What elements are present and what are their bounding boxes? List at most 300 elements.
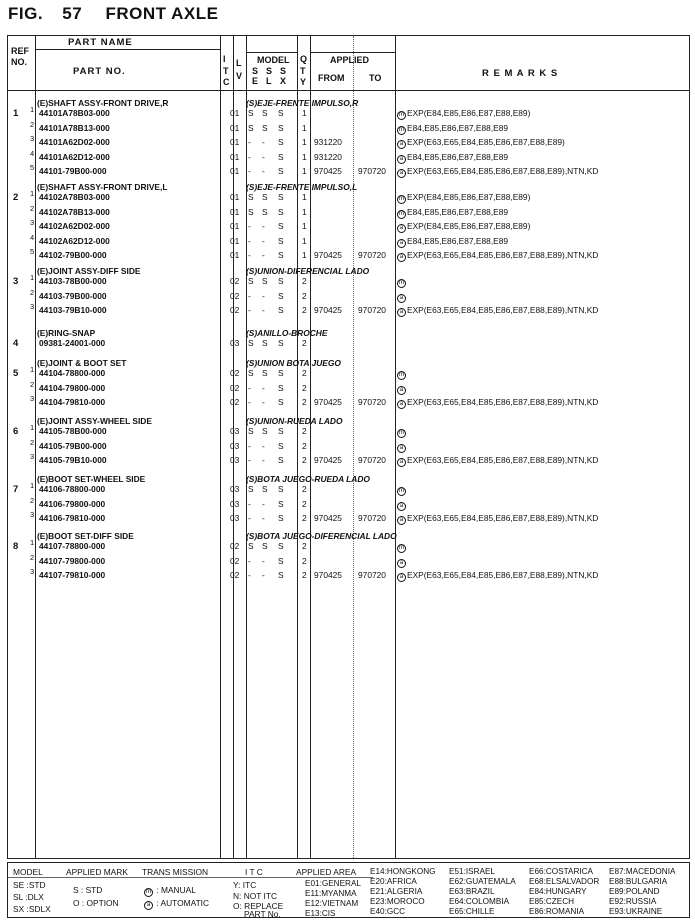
legend-itc-header: I T C (245, 867, 263, 877)
manual-mark-icon: m (146, 889, 151, 895)
part-name-es: (S)BOTA JUEGO-RUEDA LADO (246, 474, 370, 484)
model-sx-value: S (278, 455, 284, 465)
part-number: 44102A62D02-000 (39, 221, 110, 231)
itc-value: 01 (230, 122, 240, 133)
part-number: 44103-79B00-000 (39, 290, 107, 301)
remarks (397, 192, 530, 204)
header-bottom-line (8, 90, 689, 91)
part-number: 44102A62D12-000 (39, 235, 110, 246)
model-sl-value: - (262, 137, 265, 147)
lv-header-v: V (236, 71, 243, 81)
sub-number: 3 (30, 394, 35, 403)
table-row (8, 232, 691, 250)
sub-number: 3 (30, 218, 35, 227)
model-sl-value: S (262, 368, 268, 378)
model-sl-value: S (262, 108, 268, 118)
part-no-header: PART NO. (73, 66, 126, 77)
sub-number: 1 (30, 189, 35, 198)
table-row (8, 163, 691, 180)
remarks (397, 484, 407, 496)
trans-mark-icon: a (397, 140, 406, 149)
model-se-value: S (248, 108, 254, 118)
part-number: 44105-79B10-000 (39, 455, 107, 465)
area-code: E93:UKRAINE (609, 907, 663, 916)
model-sx-value: S (278, 290, 284, 301)
sub-number: 5 (30, 163, 35, 172)
part-number: 44107-78800-000 (39, 541, 106, 551)
part-name-en: (E)JOINT ASSY-DIFF SIDE (37, 266, 141, 276)
legend-model-header: MODEL (13, 867, 43, 877)
lv-header-l: L (236, 58, 242, 68)
itc-value: 01 (230, 151, 240, 162)
legend-model-se: SE :STD (13, 880, 46, 890)
legend-model-sl: SL :DLX (13, 892, 44, 902)
part-name-es: (S)EJE-FRENTE IMPULSO,R (246, 98, 359, 108)
remark-text: EXP(E63,E65,E84,E85,E86,E87,E88,E89),NTN,KD (407, 513, 599, 523)
qty-value: 1 (302, 235, 307, 246)
model-se-value: - (248, 455, 251, 465)
table-row (8, 302, 691, 319)
trans-mark-icon: a (397, 400, 406, 409)
applied-from: 931220 (314, 137, 342, 147)
model-sx-value: S (278, 570, 284, 580)
area-code: E40:GCC (370, 907, 406, 916)
model-sl-value: - (262, 221, 265, 231)
header-line (35, 49, 220, 50)
qty-value: 1 (302, 192, 307, 202)
area-code: E68:ELSALVADOR (529, 877, 600, 886)
table-row (8, 379, 691, 397)
qty-value: 2 (302, 570, 307, 580)
model-sx-value: S (278, 426, 284, 436)
model-se-value: S (248, 368, 254, 378)
sub-number: 3 (30, 134, 35, 143)
legend-itc-part: PART No. (244, 909, 281, 919)
sub-number: 5 (30, 247, 35, 256)
area-code: E87:MACEDONIA (609, 867, 676, 876)
qty-value: 2 (302, 426, 307, 436)
trans-mark-icon: m (399, 372, 404, 378)
itc-value: 02 (230, 555, 240, 566)
ref-number: 8 (13, 541, 19, 552)
trans-mark-icon: a (397, 458, 406, 467)
model-sx-value: S (278, 440, 284, 451)
qty-value: 2 (302, 397, 307, 407)
remark-text: EXP(E63,E65,E84,E85,E86,E87,E88,E89),NTN,KD (407, 570, 599, 580)
part-name-es: (S)ANILLO-BROCHE (246, 328, 328, 338)
sub-number: 3 (30, 567, 35, 576)
qty-value: 2 (302, 555, 307, 566)
part-number: 44102-79B00-000 (39, 250, 107, 260)
area-code: E21:ALGERIA (370, 887, 423, 896)
table-row (8, 247, 691, 264)
area-code: E12:VIETNAM (305, 899, 359, 908)
model-se-value: - (248, 250, 251, 260)
area-code: E66:COSTARICA (529, 867, 593, 876)
itc-header-c: C (223, 77, 230, 87)
part-number: 44105-79B00-000 (39, 440, 107, 451)
model-sx-value: S (278, 108, 284, 118)
trans-mark-icon: m (399, 210, 404, 217)
remarks (397, 368, 407, 380)
sub-number: 2 (30, 552, 35, 562)
remark-text: EXP(E63,E65,E84,E85,E86,E87,E88,E89),NTN,KD (407, 455, 599, 465)
itc-value: 03 (230, 338, 240, 348)
sub-number: 2 (30, 437, 35, 447)
sub-number: 2 (30, 119, 35, 129)
model-se-value: - (248, 221, 251, 231)
sub-number: 4 (30, 148, 35, 158)
to-header: TO (369, 73, 382, 83)
itc-value: 01 (230, 235, 240, 246)
model-sl-value: - (262, 235, 265, 246)
part-number: 44106-78800-000 (39, 484, 106, 494)
model-se-value: - (248, 382, 251, 393)
table-row (8, 287, 691, 305)
model-sl-value: - (262, 151, 265, 162)
fig-name: FRONT AXLE (105, 4, 219, 23)
legend-area-header: APPLIED AREA (296, 867, 357, 877)
trans-mark-icon: a (397, 516, 406, 525)
area-code: E13:CIS (305, 909, 336, 918)
part-number: 44102A78B03-000 (39, 192, 110, 202)
part-number: 44107-79810-000 (39, 570, 106, 580)
sub-number: 2 (30, 287, 35, 297)
legend-trans-header: TRANS MISSION (142, 867, 209, 877)
sub-number: 2 (30, 203, 35, 213)
table-row (8, 273, 691, 290)
qty-value: 1 (302, 166, 307, 176)
ref-number: 5 (13, 368, 19, 379)
part-name-en: (E)BOOT SET-DIFF SIDE (37, 531, 134, 541)
model-sl-value: - (262, 570, 265, 580)
area-code: E84:HUNGARY (529, 887, 587, 896)
table-row (8, 538, 691, 555)
remarks (397, 383, 407, 395)
trans-mark-icon: m (399, 126, 404, 133)
part-number: 44102A78B13-000 (39, 206, 110, 217)
model-se-value: S (248, 206, 254, 217)
itc-value: 03 (230, 426, 240, 436)
qty-value: 1 (302, 122, 307, 133)
model-sx-1: S (280, 66, 287, 76)
model-se-value: - (248, 498, 251, 509)
table-row (8, 452, 691, 469)
page-title (8, 4, 218, 24)
model-sx-2: X (280, 76, 287, 86)
ref-number: 7 (13, 484, 19, 495)
applied-to: 970720 (358, 570, 386, 580)
table-row (8, 119, 691, 137)
qty-value: 2 (302, 290, 307, 301)
remarks (397, 236, 508, 248)
qty-value: 2 (302, 455, 307, 465)
qty-header-y: Y (300, 77, 307, 87)
model-sl-value: S (262, 338, 268, 348)
remarks (397, 137, 565, 149)
model-se-value: S (248, 276, 254, 286)
ref-header: REF (11, 46, 29, 56)
sub-number: 3 (30, 510, 35, 519)
model-sx-value: S (278, 137, 284, 147)
model-sl-value: S (262, 122, 268, 133)
trans-mark-icon: a (397, 559, 406, 568)
model-sl-value: - (262, 498, 265, 509)
sub-number: 2 (30, 495, 35, 505)
itc-value: 01 (230, 250, 240, 260)
legend-trans-manual: m : MANUAL (146, 885, 196, 895)
part-number: 44104-79810-000 (39, 397, 106, 407)
model-sx-value: S (278, 498, 284, 509)
parts-table (7, 35, 690, 859)
trans-mark-icon: a (397, 155, 406, 164)
model-sx-value: S (278, 235, 284, 246)
table-row (8, 394, 691, 411)
table-row (8, 552, 691, 570)
remarks (397, 305, 598, 317)
ref-number: 3 (13, 276, 19, 287)
model-sx-value: S (278, 250, 284, 260)
model-sl-2: L (266, 76, 272, 86)
area-code: E62:GUATEMALA (449, 877, 516, 886)
model-sx-value: S (278, 305, 284, 315)
qty-value: 1 (302, 137, 307, 147)
remarks (397, 152, 508, 164)
table-row (8, 437, 691, 455)
remarks-header: R E M A R K S (482, 68, 559, 79)
table-row (8, 203, 691, 221)
remarks (397, 541, 407, 553)
applied-to: 970720 (358, 166, 386, 176)
from-header: FROM (318, 73, 345, 83)
trans-mark-icon: a (397, 294, 406, 303)
model-se-value: - (248, 290, 251, 301)
model-se-value: - (248, 513, 251, 523)
remarks (397, 123, 508, 135)
itc-value: 03 (230, 440, 240, 451)
legend-mark-option: O : OPTION (73, 898, 119, 908)
part-name-es: (S)UNION-DIFERENCIAL LADO (246, 266, 370, 276)
area-code: E01:GENERAL (305, 879, 361, 888)
sub-number: 1 (30, 273, 35, 282)
sub-number: 1 (30, 105, 35, 114)
part-number: 44106-79800-000 (39, 498, 106, 509)
part-number: 44103-79B10-000 (39, 305, 107, 315)
model-se-value: - (248, 305, 251, 315)
model-sx-value: S (278, 166, 284, 176)
part-name-es: (S)EJE-FRENTE IMPULSO,L (246, 182, 358, 192)
qty-value: 2 (302, 498, 307, 509)
model-sx-value: S (278, 382, 284, 393)
qty-value: 1 (302, 250, 307, 260)
itc-value: 01 (230, 137, 240, 147)
itc-value: 02 (230, 570, 240, 580)
model-sl-value: - (262, 455, 265, 465)
remarks (397, 513, 598, 525)
area-code: E14:HONGKONG (370, 867, 436, 876)
remarks (397, 570, 598, 582)
header-line (246, 52, 297, 53)
applied-from: 970425 (314, 513, 342, 523)
qty-value: 2 (302, 484, 307, 494)
applied-to: 970720 (358, 250, 386, 260)
part-name-en: (E)BOOT SET-WHEEL SIDE (37, 474, 146, 484)
itc-value: 02 (230, 368, 240, 378)
table-row (8, 189, 691, 206)
qty-value: 1 (302, 206, 307, 217)
trans-mark-icon: m (399, 430, 404, 436)
model-sl-1: S (266, 66, 273, 76)
automatic-mark-icon: a (144, 901, 153, 910)
part-number: 44101A78B13-000 (39, 122, 110, 133)
part-number: 44107-79800-000 (39, 555, 106, 566)
remarks (397, 207, 508, 219)
fig-label: FIG. (8, 4, 44, 23)
trans-mark-icon: a (397, 573, 406, 582)
applied-from: 931220 (314, 151, 342, 162)
itc-header-i: I (223, 54, 226, 64)
part-number: 44103-78B00-000 (39, 276, 107, 286)
model-sx-value: S (278, 206, 284, 217)
model-se-value: S (248, 192, 254, 202)
part-name-es: (S)BOTA JUEGO-DIFERENCIAL LADO (246, 531, 397, 541)
qty-value: 2 (302, 513, 307, 523)
model-se-value: - (248, 137, 251, 147)
sub-number: 3 (30, 452, 35, 461)
model-sl-value: S (262, 426, 268, 436)
area-code: E92:RUSSIA (609, 897, 657, 906)
remark-text: EXP(E84,E85,E86,E87,E88,E89) (407, 192, 531, 202)
applied-header: APPLIED (330, 55, 370, 65)
legend-model-sx: SX :SDLX (13, 904, 51, 914)
qty-value: 2 (302, 338, 307, 348)
itc-header-t: T (223, 66, 229, 76)
qty-value: 1 (302, 221, 307, 231)
remarks (397, 499, 407, 511)
area-code: E88:BULGARIA (609, 877, 668, 886)
remarks (397, 276, 407, 288)
applied-from: 970425 (314, 166, 342, 176)
legend-mark-std: S : STD (73, 885, 103, 895)
trans-mark-icon: a (397, 502, 406, 511)
itc-value: 02 (230, 541, 240, 551)
model-se-value: - (248, 570, 251, 580)
table-row (8, 148, 691, 166)
area-code: E20:AFRICA (370, 877, 417, 886)
qty-value: 1 (302, 151, 307, 162)
model-se-value: S (248, 338, 254, 348)
part-number: 44105-78B00-000 (39, 426, 107, 436)
remark-text: EXP(E84,E85,E86,E87,E88,E89) (407, 221, 531, 231)
model-sl-value: - (262, 250, 265, 260)
itc-value: 02 (230, 290, 240, 301)
sub-number: 1 (30, 365, 35, 374)
model-sl-value: S (262, 541, 268, 551)
model-se-value: - (248, 397, 251, 407)
part-number: 44104-79800-000 (39, 382, 106, 393)
itc-value: 03 (230, 498, 240, 509)
part-number: 44101A62D02-000 (39, 137, 110, 147)
itc-value: 01 (230, 221, 240, 231)
itc-value: 02 (230, 276, 240, 286)
area-code: E51:ISRAEL (449, 867, 495, 876)
part-number: 44101-79B00-000 (39, 166, 107, 176)
legend-line (8, 877, 373, 878)
table-row (8, 105, 691, 122)
applied-from: 970425 (314, 570, 342, 580)
part-number: 44106-79810-000 (39, 513, 106, 523)
ref-number: 1 (13, 108, 19, 119)
legend-trans-auto: a : AUTOMATIC (144, 898, 209, 910)
sub-number: 3 (30, 302, 35, 311)
model-sx-value: S (278, 276, 284, 286)
part-name-header: PART NAME (68, 37, 133, 48)
remarks (397, 441, 407, 453)
applied-to: 970720 (358, 305, 386, 315)
itc-value: 02 (230, 397, 240, 407)
sub-number: 4 (30, 232, 35, 242)
trans-mark-icon: a (397, 169, 406, 178)
table-row (8, 481, 691, 498)
itc-value: 01 (230, 206, 240, 217)
qty-value: 2 (302, 305, 307, 315)
itc-value: 03 (230, 455, 240, 465)
part-name-en: (E)JOINT ASSY-WHEEL SIDE (37, 416, 152, 426)
model-sl-value: S (262, 276, 268, 286)
table-row (8, 365, 691, 382)
model-sx-value: S (278, 221, 284, 231)
qty-value: 2 (302, 368, 307, 378)
part-name-en: (E)JOINT & BOOT SET (37, 358, 127, 368)
model-sl-value: - (262, 290, 265, 301)
part-number: 44101A78B03-000 (39, 108, 110, 118)
model-header: MODEL (257, 55, 290, 65)
qty-value: 2 (302, 440, 307, 451)
qty-header-t: T (300, 66, 306, 76)
model-sx-value: S (278, 338, 284, 348)
model-sl-value: - (262, 305, 265, 315)
trans-mark-icon: m (399, 545, 404, 551)
model-se-value: - (248, 166, 251, 176)
sub-number: 2 (30, 379, 35, 389)
trans-mark-icon: a (397, 386, 406, 395)
remark-text: EXP(E84,E85,E86,E87,E88,E89) (407, 108, 531, 118)
remark-text: E84,E85,E86,E87,E88,E89 (407, 235, 509, 246)
no-header: NO. (11, 57, 28, 67)
model-sl-value: - (262, 166, 265, 176)
trans-mark-icon: m (399, 488, 404, 494)
model-sl-value: - (262, 382, 265, 393)
applied-from: 970425 (314, 455, 342, 465)
legend-itc-y: Y: ITC (233, 880, 257, 890)
sub-number: 1 (30, 481, 35, 490)
table-row (8, 134, 691, 151)
itc-value: 01 (230, 108, 240, 118)
area-code: E89:POLAND (609, 887, 660, 896)
part-number: 09381-24001-000 (39, 338, 106, 348)
remark-text: EXP(E63,E65,E84,E85,E86,E87,E88,E89) (407, 137, 565, 147)
model-sl-value: S (262, 484, 268, 494)
applied-to: 970720 (358, 513, 386, 523)
area-code: E23:MOROCO (370, 897, 425, 906)
remarks (397, 426, 407, 438)
model-se-value: S (248, 122, 254, 133)
area-code: E86:ROMANIA (529, 907, 585, 916)
trans-mark-icon: m (399, 280, 404, 286)
remarks (397, 556, 407, 568)
model-sl-value: - (262, 513, 265, 523)
trans-mark-icon: a (397, 444, 406, 453)
